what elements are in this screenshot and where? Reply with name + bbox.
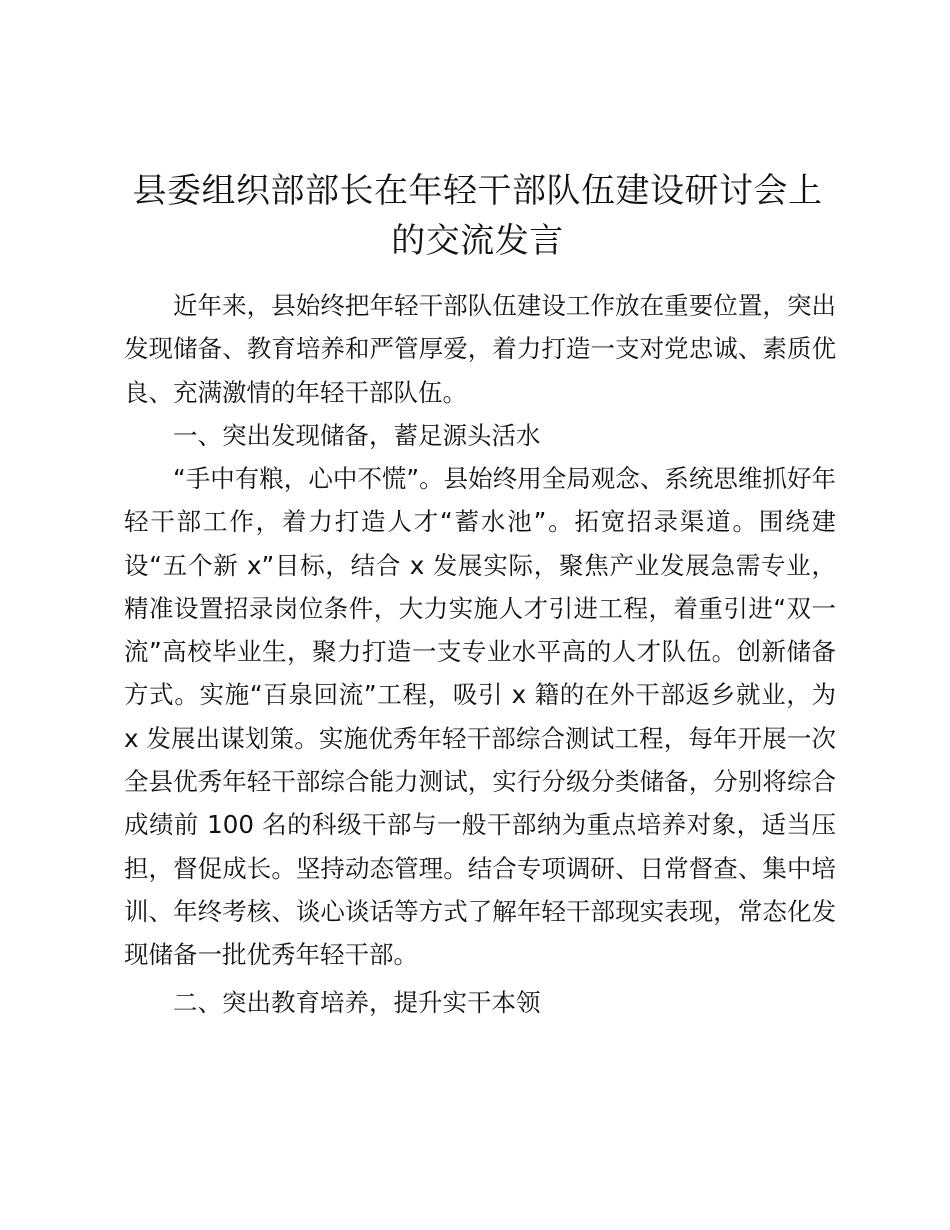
document-title-line-1: 县委组织部部长在年轻干部队伍建设研讨会上 — [132, 171, 823, 211]
section-2-heading: 二、突出教育培养，提升实干本领 — [173, 988, 541, 1017]
document-title-line-2: 的交流发言 — [391, 221, 564, 261]
section-1-heading: 一、突出发现储备，蓄足源头活水 — [173, 421, 541, 450]
intro-paragraph: 近年来，县始终把年轻干部队伍建设工作放在重要位置，突出发现储备、教育培养和严管厚爱，着力打造一支对党忠诚、素质优良、充满激情的年轻干部队伍。 — [124, 291, 836, 407]
section-1-body: “手中有粮，心中不慌”。县始终用全局观念、系统思维抓好年轻干部工作，着力打造人才“蓄水池”。拓宽招录渠道。围绕建设“五个新 x”目标，结合 x 发展实际，聚焦产业发展急需专业，精准设置招录岗位条件，大力实施人才引进工程，着重引进“双一流”高校毕业生，聚力打造一支专业水平高的人才队伍。创新储备方式。实施“百泉回流”工程，吸引 x 籍的在外干部返乡就业，为 x 发展出谋划策。实施优秀年轻干部综合测试工程，每年开展一次全县优秀年轻干部综合能力测试，实行分级分类储备，分别将综合成绩前 100 名的科级干部与一般干部纳为重点培养对象，适当压担，督促成长。坚持动态管理。结合专项调研、日常督查、集中培训、年终考核、谈心谈话等方式了解年轻干部现实表现，常态化发现储备一批优秀年轻干部。 — [124, 464, 836, 970]
